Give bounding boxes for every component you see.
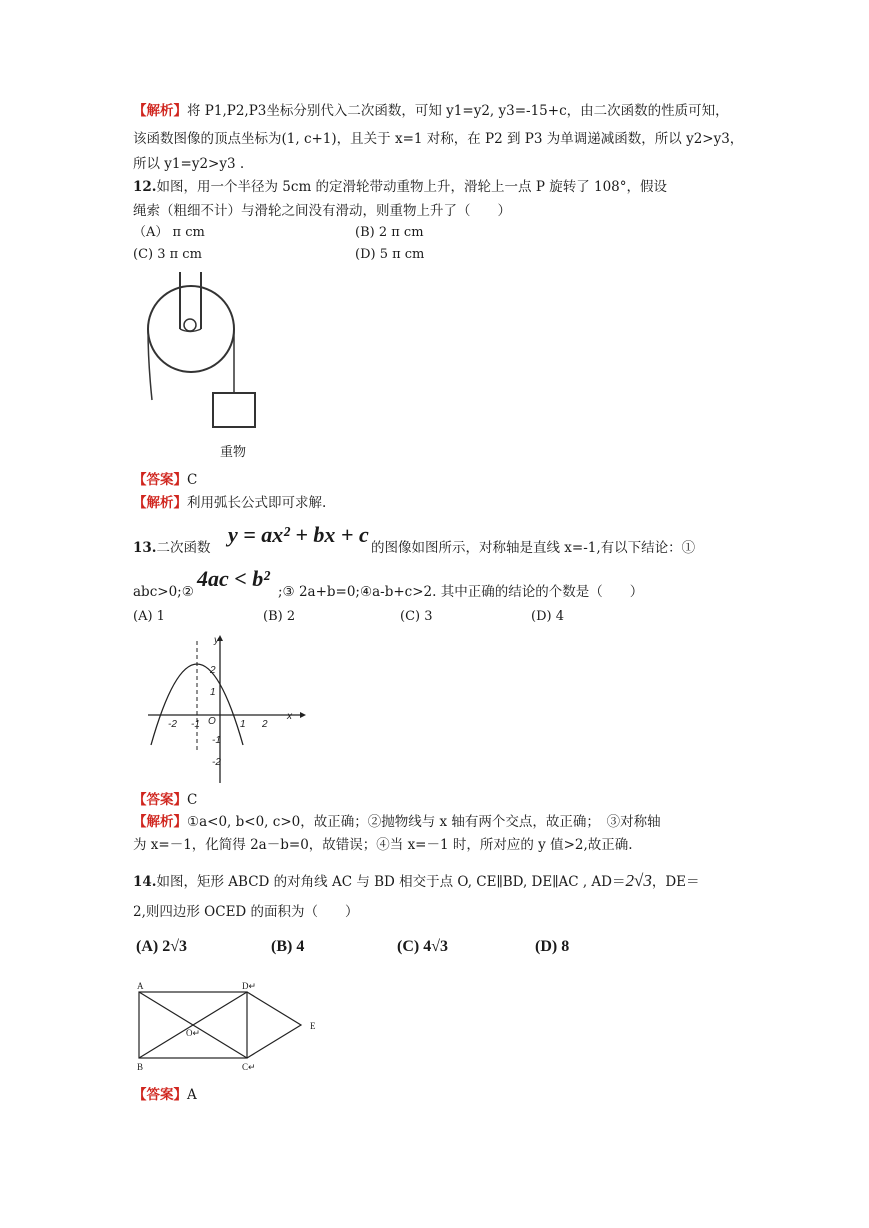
q14-option-d: (D) 8	[535, 938, 570, 955]
q14-option-c: (C) 4√3	[397, 938, 448, 955]
q14-ad-value: 2√3	[625, 871, 652, 890]
explanation-line-2: 该函数图像的顶点坐标为(1, c+1)，且关于 x=1 对称，在 P2 到 P3 为单调递减函数，所以 y2>y3，	[133, 131, 744, 147]
y-tick-minus2: -2	[212, 757, 221, 768]
q14-answer-value: A	[187, 1087, 197, 1103]
x-axis-arrow	[300, 712, 306, 718]
explanation-tag: 【解析】	[133, 103, 187, 119]
q14-line-2: 2,则四边形 OCED 的面积为（ ）	[133, 904, 359, 920]
pulley-wheel	[148, 286, 234, 372]
label-e: E	[310, 1021, 316, 1031]
q13-line-2-a: abc>0;②	[133, 584, 194, 600]
label-a: A	[137, 981, 144, 991]
q13-text-pre: 二次函数	[156, 540, 211, 556]
x-tick-2: 2	[262, 719, 268, 730]
q12-line-1	[133, 177, 667, 197]
q13-text-post: 的图像如图所示，对称轴是直线 x=-1,有以下结论：①	[371, 540, 696, 556]
q13-explanation-tag: 【解析】	[133, 814, 187, 830]
q14-text-1a: 如图，矩形 ABCD 的对角线 AC 与 BD 相交于点 O, CE∥BD, DE∥AC , AD＝	[156, 874, 626, 890]
q13-option-c: (C) 3	[400, 609, 433, 624]
parabola-graph	[140, 633, 310, 788]
q13-option-a: (A) 1	[133, 609, 165, 624]
pulley-axle	[184, 319, 196, 331]
x-tick-minus1: -1	[191, 719, 200, 730]
x-tick-minus2: -2	[168, 719, 177, 730]
pulley-figure	[140, 272, 270, 467]
q13-line-1-prefix	[133, 538, 211, 558]
q12-answer-value: C	[187, 472, 198, 488]
weight-box	[213, 393, 255, 427]
q12-text-1: 如图，用一个半径为 5cm 的定滑轮带动重物上升，滑轮上一点 P 旋转了 108°，假设	[156, 179, 668, 195]
q14-option-a: (A) 2√3	[136, 938, 187, 955]
q12-option-b: (B) 2 π cm	[355, 225, 424, 240]
q14-option-b: (B) 4	[271, 938, 305, 955]
y-tick-minus1: -1	[212, 735, 221, 746]
explanation-text: 将 P1,P2,P3坐标分别代入二次函数，可知 y1=y2, y3=-15+c，由二次函数的性质可知，	[187, 103, 729, 119]
label-b: B	[137, 1062, 144, 1072]
q12-answer	[133, 470, 197, 490]
y-tick-1: 1	[210, 687, 216, 698]
q13-option-d: (D) 4	[531, 609, 564, 624]
q13-formula: y = ax² + bx + c	[228, 522, 369, 547]
q13-explanation-1	[133, 812, 661, 832]
weight-label: 重物	[220, 445, 247, 460]
q13-option-b: (B) 2	[263, 609, 296, 624]
q14-answer-tag: 【答案】	[133, 1087, 187, 1103]
label-c: C↵	[242, 1062, 256, 1072]
x-axis-label: x	[287, 711, 292, 722]
q12-option-a: （A） π cm	[133, 225, 205, 240]
q12-number: 12.	[133, 179, 157, 195]
label-o: O↵	[186, 1028, 201, 1038]
q12-explanation	[133, 493, 326, 513]
q13-explanation-text-1: ①a<0, b<0, c>0，故正确；②抛物线与 x 轴有两个交点，故正确； ③对称轴	[187, 814, 661, 830]
q13-number: 13.	[133, 540, 157, 556]
q12-explanation-text: 利用弧长公式即可求解.	[187, 495, 327, 511]
q14-text-1b: ，DE＝	[651, 874, 700, 890]
q13-answer-value: C	[187, 792, 198, 808]
q13-answer	[133, 790, 197, 810]
q13-line-2-b: ;③ 2a+b=0;④a-b+c>2. 其中正确的结论的个数是（ ）	[278, 584, 644, 600]
explanation-line-3: 所以 y1=y2>y3 .	[133, 156, 245, 172]
q13-formula-2: 4ac < b²	[197, 566, 270, 591]
q13-answer-tag: 【答案】	[133, 792, 187, 808]
q12-line-2: 绳索（粗细不计）与滑轮之间没有滑动，则重物上升了（ ）	[133, 203, 511, 219]
y-axis-label: y	[214, 635, 219, 646]
sides-de-ce	[247, 992, 301, 1058]
rectangle-figure	[130, 980, 330, 1075]
label-d: D↵	[242, 981, 257, 991]
y-tick-2: 2	[210, 665, 216, 676]
q14-answer	[133, 1085, 197, 1105]
origin-label: O	[208, 716, 216, 727]
q12-option-c: (C) 3 π cm	[133, 247, 202, 262]
q12-answer-tag: 【答案】	[133, 472, 187, 488]
q14-number: 14.	[133, 874, 157, 890]
x-tick-1: 1	[240, 719, 246, 730]
q13-explanation-2: 为 x=－1，化简得 2a－b=0，故错误；④当 x=－1 时，所对应的 y 值>2,故正确.	[133, 837, 633, 853]
explanation-line-1	[133, 101, 729, 121]
q14-line-1	[133, 871, 700, 892]
q12-explanation-tag: 【解析】	[133, 495, 187, 511]
q12-option-d: (D) 5 π cm	[355, 247, 425, 262]
